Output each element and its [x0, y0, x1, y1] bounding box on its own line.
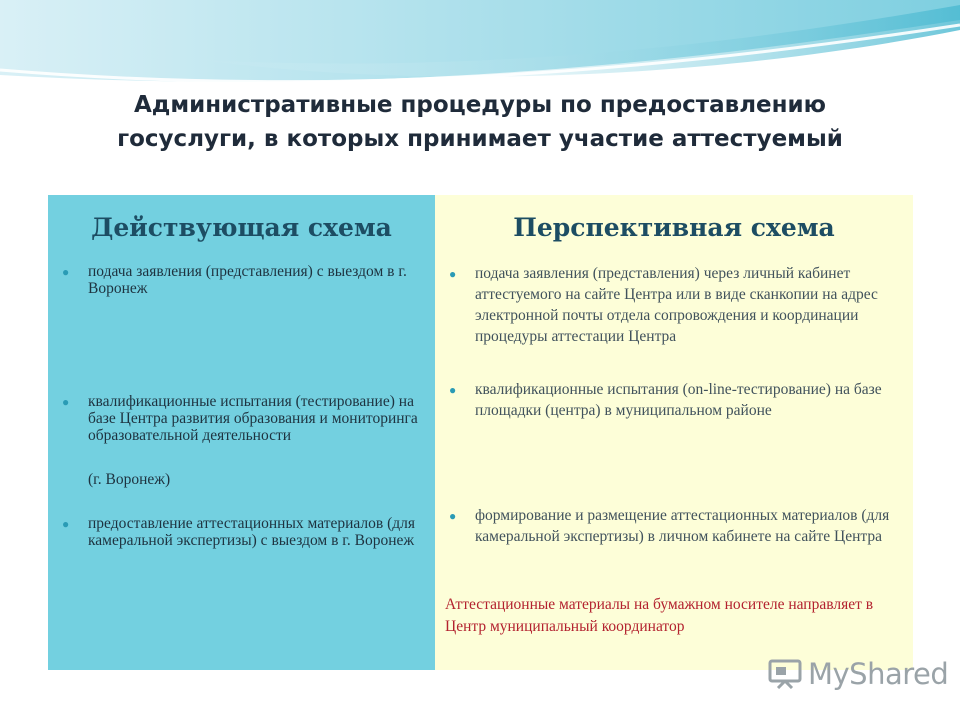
- title-line-2: госуслуги, в которых принимает участие аттестуемый: [117, 126, 843, 152]
- bullet-icon: ●: [62, 265, 70, 279]
- bullet-icon: ●: [449, 267, 457, 281]
- bullet-icon: ●: [62, 395, 70, 409]
- bullet-icon: ●: [449, 509, 457, 523]
- title-line-1: Административные процедуры по предоставлению: [133, 92, 827, 118]
- future-item-3-text: формирование и размещение аттестационных материалов (для камеральной экспертизы) в личном кабинете на сайте Центра: [475, 507, 890, 545]
- future-scheme-heading: Перспективная схема: [513, 213, 835, 242]
- future-item-2-text: квалификационные испытания (on-line-тестирование) на базе площадки (центра) в муниципальном районе: [475, 381, 882, 419]
- myshared-logo: [768, 655, 949, 695]
- current-item-1: [62, 263, 423, 297]
- bullet-icon: ●: [449, 383, 457, 397]
- current-scheme-panel: [48, 195, 435, 670]
- current-item-2-text: квалификационные испытания (тестирование) на базе Центра развития образования и мониторинга образовательной деятельности: [88, 393, 418, 444]
- current-item-2: [62, 393, 423, 444]
- current-item-3: [62, 515, 423, 549]
- page-title: [60, 88, 900, 156]
- presentation-board-icon: [768, 659, 802, 689]
- current-item-2-suffix: (г. Воронеж): [88, 471, 171, 488]
- future-item-2: [449, 379, 905, 421]
- bullet-icon: ●: [62, 517, 70, 531]
- future-item-1-text: подача заявления (представления) через личный кабинет аттестуемого на сайте Центра или в виде сканкопии на адрес электронной почты отдела сопровождения и координации процедуры аттестации Центра: [475, 265, 878, 345]
- future-scheme-panel: [435, 195, 913, 670]
- logo-text: MyShared: [808, 657, 949, 691]
- paper-materials-note: Аттестационные материалы на бумажном носителе направляет в Центр муниципальный координатор: [445, 596, 874, 635]
- future-item-1: [449, 263, 905, 347]
- current-scheme-heading: Действующая схема: [91, 213, 392, 242]
- current-item-1-text: подача заявления (представления) с выездом в г. Воронеж: [88, 263, 407, 297]
- future-item-3: [449, 505, 905, 547]
- current-item-3-text: предоставление аттестационных материалов (для камеральной экспертизы) с выездом в г. Воронеж: [88, 515, 416, 549]
